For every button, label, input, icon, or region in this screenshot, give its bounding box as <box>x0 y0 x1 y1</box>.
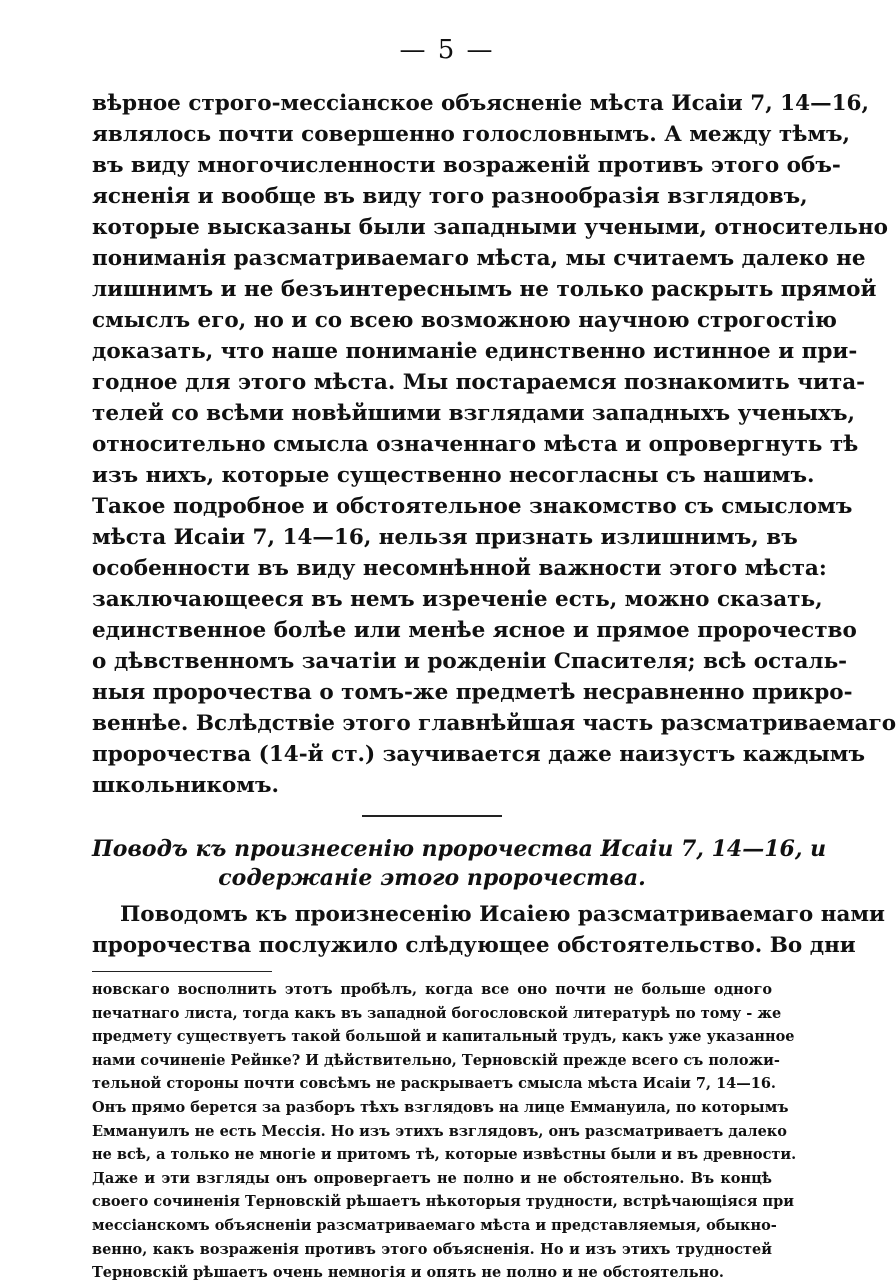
section-divider <box>362 815 502 817</box>
footnote-divider <box>92 971 272 972</box>
footnote-line: не всѣ, а только не многіе и притомъ тѣ, которые извѣстны были и въ древности. <box>92 1146 797 1164</box>
text-line: вѣрное строго-мессіанское объясненіе мѣста Исаіи 7, 14—16, <box>92 91 869 116</box>
paragraph-2 <box>92 899 885 961</box>
text-line: о дѣвственномъ зачатіи и рожденіи Спасителя; всѣ осталь- <box>92 649 848 674</box>
footnote-line: мессіанскомъ объясненіи разсматриваемаго мѣста и представляемыя, обыкно- <box>92 1216 777 1234</box>
footnote-line: тельной стороны почти совсѣмъ не раскрываетъ смысла мѣста Исаіи 7, 14—16. <box>92 1075 776 1093</box>
section-heading <box>92 835 827 893</box>
text-line: доказать, что наше пониманіе единственно истинное и при- <box>92 339 858 364</box>
text-line: смыслъ его, но и со всею возможною научною строгостію <box>92 308 837 333</box>
text-line: изъ нихъ, которые существенно несогласны съ нашимъ. <box>92 463 815 488</box>
text-line: въ виду многочисленности возраженій противъ этого объ- <box>92 153 841 178</box>
text-line: пророчества послужило слѣдующее обстоятельство. Во дни <box>92 933 856 958</box>
footnote-line: Еммануилъ не есть Мессія. Но изъ этихъ взглядовъ, онъ разсматриваетъ далеко <box>92 1122 787 1140</box>
text-line: телей со всѣми новѣйшими взглядами западныхъ ученыхъ, <box>92 401 855 426</box>
text-line: ныя пророчества о томъ-же предметѣ несравненно прикро- <box>92 680 853 705</box>
text-line: мѣста Исаіи 7, 14—16, нельзя признать излишнимъ, въ <box>92 525 798 550</box>
footnote-line: своего сочиненія Терновскій рѣшаетъ нѣкоторыя трудности, встрѣчающіяся при <box>92 1193 794 1211</box>
footnote-line: печатнаго листа, тогда какъ въ западной богословской литературѣ по тому - же <box>92 1004 782 1022</box>
heading-line: содержаніе этого пророчества. <box>218 865 646 891</box>
footnote-line: Онъ прямо берется за разборъ тѣхъ взглядовъ на лице Еммануила, по которымъ <box>92 1098 789 1116</box>
text-line: веннѣе. Вслѣдствіе этого главнѣйшая часть разсматриваемаго <box>92 711 896 736</box>
footnote-line: нами сочиненіе Рейнке? И дѣйствительно, Терновскій прежде всего съ положи- <box>92 1051 780 1069</box>
footnote-line: новскаго восполнить этотъ пробѣлъ, когда все оно почти не больше одного <box>92 981 772 998</box>
text-line: относительно смысла означеннаго мѣста и опровергнуть тѣ <box>92 432 859 457</box>
text-line: особенности въ виду несомнѣнной важности этого мѣста: <box>92 556 827 581</box>
text-line: единственное болѣе или менѣе ясное и прямое пророчество <box>92 618 857 643</box>
footnote-line: Даже и эти взгляды онъ опровергаетъ не полно и не обстоятельно. Въ концѣ <box>92 1169 772 1187</box>
paragraph-1 <box>92 88 896 801</box>
text-line: которые высказаны были западными учеными, относительно <box>92 215 888 240</box>
heading-line: Поводъ къ произнесенію пророчества Исаіи 7, 14—16, и <box>92 836 827 862</box>
text-line: являлось почти совершенно голословнымъ. А между тѣмъ, <box>92 122 850 147</box>
footnote <box>92 978 797 1285</box>
document-page <box>92 30 896 1285</box>
text-line: Такое подробное и обстоятельное знакомство съ смысломъ <box>92 494 853 519</box>
footnote-line: предмету существуетъ такой большой и капитальный трудъ, какъ уже указанное <box>92 1028 795 1046</box>
footnote-line: венно, какъ возраженія противъ этого объясненія. Но и изъ этихъ трудностей <box>92 1240 772 1258</box>
text-line: годное для этого мѣста. Мы постараемся познакомить чита- <box>92 370 866 395</box>
footnote-line: Терновскій рѣшаетъ очень немногія и опять не полно и не обстоятельно. <box>92 1264 724 1282</box>
text-line: пророчества (14-й ст.) заучивается даже наизустъ каждымъ <box>92 742 865 767</box>
page-number: — 5 — <box>399 35 495 65</box>
text-line: ясненія и вообще въ виду того разнообразія взглядовъ, <box>92 184 808 209</box>
text-line: школьникомъ. <box>92 773 279 798</box>
text-line: Поводомъ къ произнесенію Исаіею разсматриваемаго нами <box>120 902 885 927</box>
text-line: лишнимъ и не безъинтереснымъ не только раскрыть прямой <box>92 277 877 302</box>
text-line: заключающееся въ немъ изреченіе есть, можно сказать, <box>92 587 823 612</box>
text-line: пониманія разсматриваемаго мѣста, мы считаемъ далеко не <box>92 246 866 271</box>
